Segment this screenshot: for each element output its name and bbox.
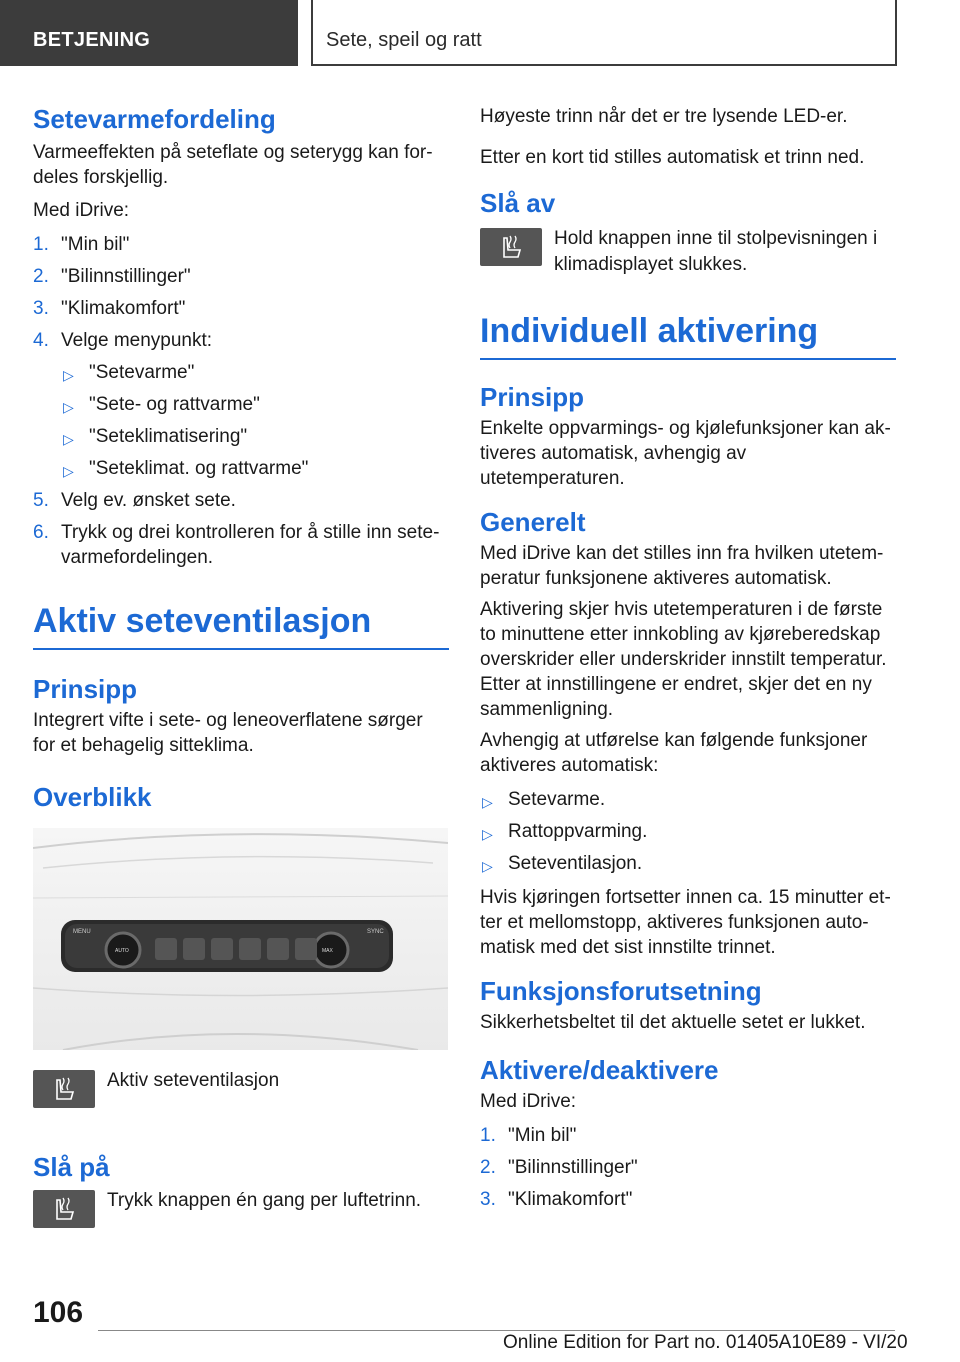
list-item: [480, 819, 896, 851]
paragraph-enkelte: Enkelte oppvarmings- og kjølefunksjoner kan ak- tiveres automatisk, avhengig av utetemperaturen.: [480, 418, 891, 489]
bullet-text: Rattoppvarming.: [508, 821, 648, 842]
auto-functions-list: [480, 787, 896, 883]
paragraph-etter: Etter en kort tid stilles automatisk et trinn ned.: [480, 147, 865, 168]
step-number: 3.: [33, 298, 49, 319]
paragraph-avhengig: Avhengig at utførelse kan følgende funksjoner aktiveres automatisk:: [480, 730, 868, 776]
header-chapter-tab: [311, 0, 897, 66]
step-text: "Min bil": [508, 1125, 577, 1146]
list-item: [480, 1123, 896, 1155]
paragraph-aktivering: Aktivering skjer hvis utetemperaturen i de første to minuttene etter innkobling av kjøreberedskap overskrider eller underskrider innstilt temperatur. Etter at innstillingene er endret, skjer det en ny sammenligning.: [480, 599, 887, 720]
step-text: Velge menypunkt:: [61, 330, 213, 351]
list-item: [480, 851, 896, 883]
heading-individuell-aktivering: Individuell aktivering: [480, 312, 819, 350]
step-text: "Klimakomfort": [508, 1189, 633, 1210]
paragraph-hoyeste: Høyeste trinn når det er tre lysende LED-er.: [480, 106, 848, 127]
bullet-text: Setevarme.: [508, 789, 606, 810]
panel-label: MENU: [73, 929, 91, 935]
sla-pa-row: [33, 1190, 449, 1262]
seat-ventilation-button-icon: [33, 1190, 95, 1228]
header-chapter-label: Sete, speil og ratt: [326, 29, 482, 51]
paragraph-integrert: Integrert vifte i sete- og leneoverflatene sørger for et behagelig sitteklima.: [33, 710, 423, 756]
heading-prinsipp: Prinsipp: [33, 674, 138, 704]
list-item: [33, 296, 449, 328]
step-text: "Klimakomfort": [61, 298, 186, 319]
step-number: 1.: [33, 234, 49, 255]
heading-overblikk: Overblikk: [33, 782, 152, 812]
paragraph-varmeeffekten: Varmeeffekten på seteflate og seterygg kan for- deles forskjellig.: [33, 142, 433, 188]
bullet-text: "Sete- og rattvarme": [89, 394, 260, 415]
paragraph-med-idrive: Med iDrive:: [33, 200, 130, 221]
heading-generelt: Generelt: [480, 507, 586, 537]
seat-ventilation-button-icon: [480, 228, 542, 266]
step-number: 3.: [480, 1189, 496, 1210]
step-number: 1.: [480, 1125, 496, 1146]
paragraph-med-idrive: Med iDrive:: [480, 1091, 577, 1112]
step-text: "Bilinnstillinger": [61, 266, 191, 287]
header-section-tab: [0, 0, 298, 66]
climate-panel-photo: [33, 828, 448, 1050]
triangle-bullet-icon: ▷: [482, 858, 493, 874]
heading-aktivere-deaktivere: Aktivere/deaktivere: [480, 1055, 719, 1085]
triangle-bullet-icon: ▷: [63, 367, 74, 383]
sla-pa-text: Trykk knappen én gang per luftetrinn.: [107, 1190, 422, 1211]
paragraph-hvis: Hvis kjøringen fortsetter innen ca. 15 minutter et- ter et mellomstopp, aktiveres funksjonen auto- matisk med det sist innstilte trinnet.: [480, 887, 891, 958]
panel-label: SYNC: [367, 929, 384, 935]
left-column: [33, 100, 449, 1262]
heading-sla-pa: Slå på: [33, 1152, 110, 1182]
page-number: 106: [33, 1296, 84, 1329]
sla-av-row: [480, 228, 896, 294]
bullet-text: Seteventilasjon.: [508, 853, 643, 874]
bullet-text: "Seteklimatisering": [89, 426, 248, 447]
list-item: [33, 232, 449, 264]
step-text: Trykk og drei kontrolleren for å stille inn sete- varmefordelingen.: [61, 522, 440, 568]
triangle-bullet-icon: ▷: [63, 399, 74, 415]
list-item: [480, 787, 896, 819]
panel-label: MAX: [322, 948, 333, 954]
footer-edition: Online Edition for Part no. 01405A10E89 - VI/20: [503, 1332, 908, 1353]
ventilation-caption-row: [33, 1070, 449, 1142]
bullet-text: "Setevarme": [89, 362, 195, 383]
heading-sla-av: Slå av: [480, 188, 556, 218]
paragraph-med-idrive-kan: Med iDrive kan det stilles inn fra hvilken utetem- peratur funksjonene aktiveres automatisk.: [480, 543, 884, 589]
list-item: [480, 1155, 896, 1187]
triangle-bullet-icon: ▷: [63, 431, 74, 447]
right-column: [480, 100, 896, 1219]
bullet-text: "Seteklimat. og rattvarme": [89, 458, 309, 479]
list-item: [33, 328, 449, 360]
list-item: [33, 392, 449, 424]
step-text: "Bilinnstillinger": [508, 1157, 638, 1178]
list-item: [33, 488, 449, 520]
list-item: [33, 424, 449, 456]
idrive-steps-list: [33, 232, 449, 570]
list-item: [33, 520, 449, 570]
heading-setevarmefordeling: Setevarmefordeling: [33, 104, 276, 134]
step-number: 4.: [33, 330, 49, 351]
idrive-steps-list: [480, 1123, 896, 1219]
heading-funksjonsforutsetning: Funksjonsforutsetning: [480, 976, 762, 1006]
list-item: [33, 456, 449, 488]
heading-aktiv-seteventilasjon-block: [33, 598, 449, 650]
step-number: 2.: [480, 1157, 496, 1178]
step-number: 2.: [33, 266, 49, 287]
heading-individuell-block: [480, 308, 896, 360]
ventilation-caption-text: Aktiv seteventilasjon: [107, 1070, 280, 1091]
panel-label: AUTO: [115, 948, 129, 954]
header-section-label: BETJENING: [33, 29, 151, 51]
heading-aktiv-seteventilasjon: Aktiv seteventilasjon: [33, 602, 372, 640]
list-item: [480, 1187, 896, 1219]
footer-divider: [98, 1330, 895, 1331]
sla-av-text: Hold knappen inne til stolpevisningen i klimadisplayet slukkes.: [554, 228, 878, 275]
step-text: "Min bil": [61, 234, 130, 255]
climate-panel-illustration: [33, 828, 448, 1050]
seat-ventilation-button-icon: [33, 1070, 95, 1108]
step-number: 6.: [33, 522, 49, 543]
triangle-bullet-icon: ▷: [482, 794, 493, 810]
list-item: [33, 264, 449, 296]
step-text: Velg ev. ønsket sete.: [61, 490, 236, 511]
paragraph-sikkerhet: Sikkerhetsbeltet til det aktuelle setet er lukket.: [480, 1012, 866, 1033]
triangle-bullet-icon: ▷: [63, 463, 74, 479]
triangle-bullet-icon: ▷: [482, 826, 493, 842]
heading-prinsipp: Prinsipp: [480, 382, 585, 412]
list-item: [33, 360, 449, 392]
step-number: 5.: [33, 490, 49, 511]
